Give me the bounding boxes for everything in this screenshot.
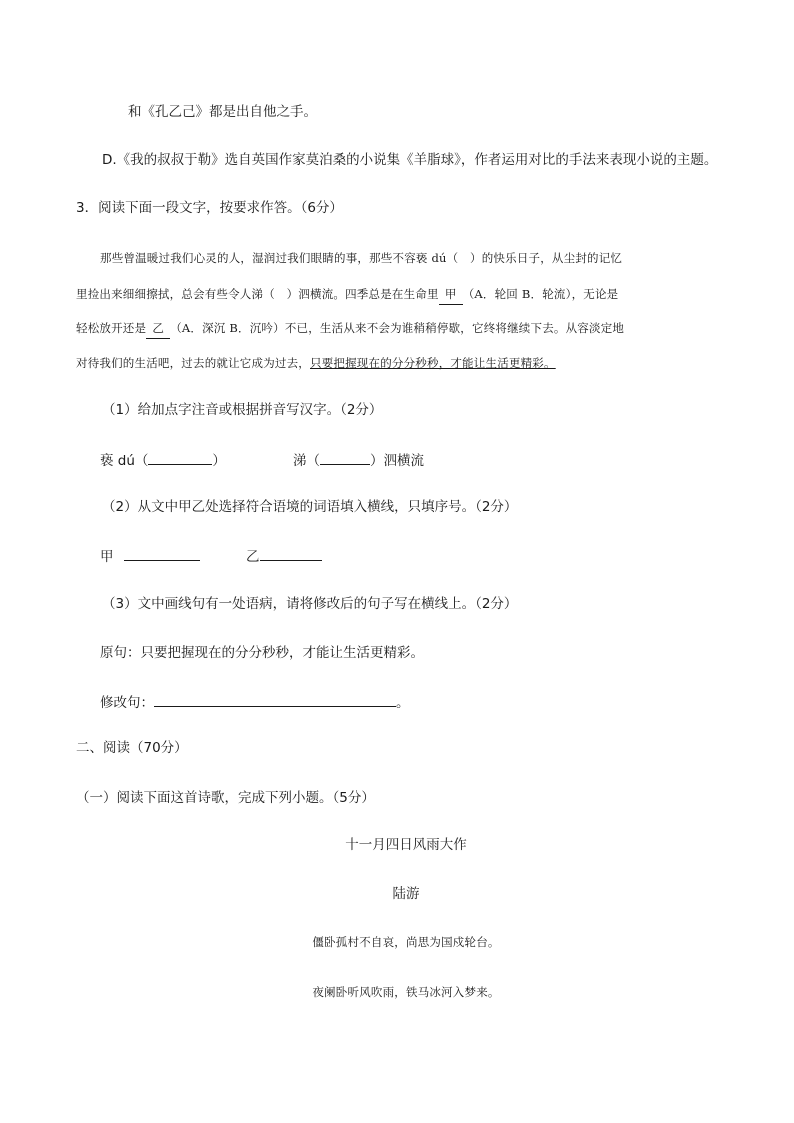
yi-label: 乙 xyxy=(246,549,260,565)
answer-blank-jia[interactable] xyxy=(124,546,200,561)
passage-text: 轻松放开还是 xyxy=(76,321,147,335)
poem-line-2: 夜阑卧听风吹雨，铁马冰河入梦来。 xyxy=(312,985,500,999)
answer-blank-yi[interactable] xyxy=(260,546,322,561)
passage-text: （A．轮回 B．轮流），无论是 xyxy=(462,287,619,301)
part-1-title: （一）阅读下面这首诗歌，完成下列小题。（5分） xyxy=(76,790,375,806)
item-2-label: 涕（ xyxy=(293,453,320,469)
passage-text: 里捡出来细细擦拭，总会有些令人涕（ ）泗横流。四季总是在生命里 xyxy=(76,287,439,301)
sub-question-1-answers xyxy=(100,450,226,471)
sub-question-1-answers-2 xyxy=(293,450,424,471)
passage-line-3 xyxy=(76,318,624,339)
underlined-sentence: 只要把握现在的分分秒秒，才能让生活更精彩。 xyxy=(310,356,556,370)
revised-sentence-row xyxy=(100,692,410,713)
poem-author: 陆游 xyxy=(392,886,420,902)
item-1-close: ） xyxy=(212,453,226,469)
original-sentence: 原句：只要把握现在的分分秒秒，才能让生活更精彩。 xyxy=(100,645,424,661)
sub-question-2-title: （2）从文中甲乙处选择符合语境的词语填入横线，只填序号。（2分） xyxy=(102,499,518,515)
blank-jia: 甲 xyxy=(439,284,463,305)
question-3-title: 3．阅读下面一段文字，按要求作答。（6分） xyxy=(76,200,343,216)
sub-question-3-title: （3）文中画线句有一处语病，请将修改后的句子写在横线上。（2分） xyxy=(102,596,518,612)
jia-label: 甲 xyxy=(100,549,114,565)
passage-line-1 xyxy=(100,248,622,268)
poem-title: 十一月四日风雨大作 xyxy=(345,837,467,853)
passage-text: 对待我们的生活吧，过去的就让它成为过去， xyxy=(76,356,310,370)
answer-blank-revised[interactable] xyxy=(154,692,396,707)
poem-line-1: 僵卧孤村不自哀，尚思为国戍轮台。 xyxy=(312,935,500,949)
revised-label: 修改句： xyxy=(100,695,154,711)
answer-blank-1[interactable] xyxy=(148,450,212,465)
blank-yi: 乙 xyxy=(146,318,170,339)
section-2-title: 二、阅读（70分） xyxy=(76,740,188,756)
passage-line-4 xyxy=(76,353,556,373)
sub-question-2-answers-2 xyxy=(246,546,322,567)
passage-text: 那些曾温暖过我们心灵的人，湿润过我们眼睛的事，那些不容亵 dú（ ）的快乐日子，从尘封的记忆 xyxy=(100,251,623,265)
answer-blank-2[interactable] xyxy=(320,450,370,465)
passage-text: （A．深沉 B．沉吟）不已，生活从来不会为谁稍稍停歇，它终将继续下去。从容淡定地 xyxy=(170,321,625,335)
sub-question-1-title: （1）给加点字注音或根据拼音写汉字。（2分） xyxy=(102,402,383,418)
revised-end: 。 xyxy=(396,695,410,711)
item-2-close: ）泗横流 xyxy=(370,453,424,469)
sub-question-2-answers xyxy=(100,546,200,567)
option-d: D.《我的叔叔于勒》选自英国作家莫泊桑的小说集《羊脂球》，作者运用对比的手法来表现小说的主题。 xyxy=(102,152,718,168)
item-1-label: 亵 dú（ xyxy=(100,453,149,469)
passage-line-2 xyxy=(76,284,618,305)
option-c-tail: 和《孔乙己》都是出自他之手。 xyxy=(128,104,317,120)
